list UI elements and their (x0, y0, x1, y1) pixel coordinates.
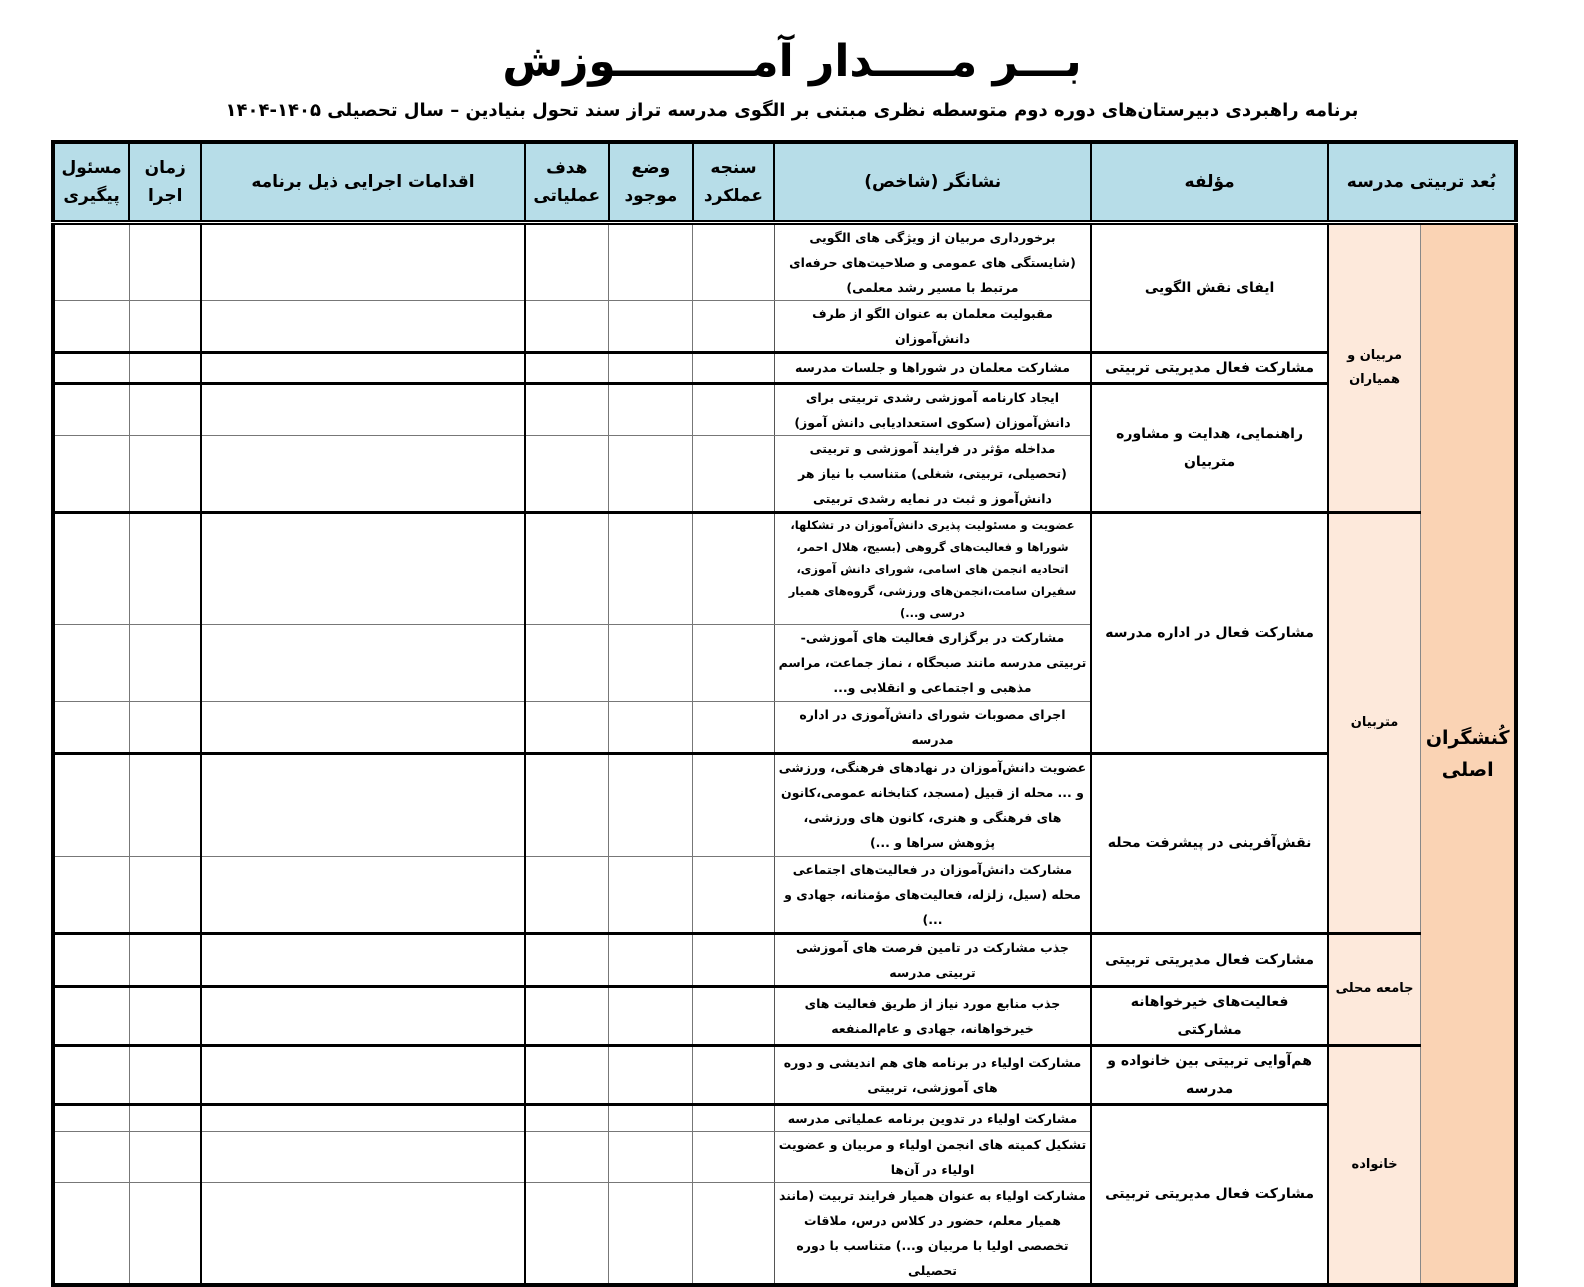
indicator-cell: عضویت و مسئولیت پذیری دانش‌آموزان در تشکلها، شوراها و فعالیت‌های گروهی (بسیج، هلال احمر، اتحادیه انجمن های اسامی، شورای دانش آموزی، سفیران سامت،انجمن‌های ورزشی، گروه‌های همیار درسی و...) (774, 512, 1091, 624)
follow-up-responsible-cell[interactable] (53, 1104, 129, 1131)
actions-cell[interactable] (201, 300, 524, 352)
actions-cell[interactable] (201, 856, 524, 933)
follow-up-responsible-cell[interactable] (53, 1045, 129, 1104)
execution-time-cell[interactable] (129, 1182, 201, 1285)
performance-measure-cell[interactable] (693, 753, 774, 856)
actions-cell[interactable] (201, 753, 524, 856)
operational-goal-cell[interactable] (525, 383, 609, 435)
follow-up-responsible-cell[interactable] (53, 701, 129, 753)
execution-time-cell[interactable] (129, 624, 201, 701)
actor-cell: خانواده (1328, 1045, 1421, 1285)
indicator-cell: مشارکت اولیاء در برنامه های هم اندیشی و دوره های آموزشی، تربیتی (774, 1045, 1091, 1104)
current-status-cell[interactable] (609, 856, 693, 933)
component-cell: مشارکت فعال مدیریتی تربیتی (1091, 1104, 1327, 1285)
actor-cell: متربیان (1328, 512, 1421, 933)
current-status-cell[interactable] (609, 300, 693, 352)
operational-goal-cell[interactable] (525, 856, 609, 933)
indicator-cell: مشارکت در برگزاری فعالیت های آموزشی- تربیتی مدرسه مانند صبحگاه ، نماز جماعت، مراسم مذهبی و اجتماعی و انقلابی و... (774, 624, 1091, 701)
follow-up-responsible-cell[interactable] (53, 352, 129, 383)
performance-measure-cell[interactable] (693, 624, 774, 701)
current-status-cell[interactable] (609, 1131, 693, 1182)
actions-cell[interactable] (201, 1131, 524, 1182)
follow-up-responsible-cell[interactable] (53, 512, 129, 624)
component-cell: مشارکت فعال مدیریتی تربیتی (1091, 352, 1327, 383)
indicator-cell: عضویت دانش‌آموزان در نهادهای فرهنگی، ورزشی و ... محله از قبیل (مسجد، کتابخانه عمومی،کانون های فرهنگی و هنری، کانون های ورزشی، پژوهش سراها و ...) (774, 753, 1091, 856)
operational-goal-cell[interactable] (525, 300, 609, 352)
header-component: مؤلفه (1091, 142, 1327, 222)
follow-up-responsible-cell[interactable] (53, 435, 129, 512)
follow-up-responsible-cell[interactable] (53, 933, 129, 986)
performance-measure-cell[interactable] (693, 856, 774, 933)
table-row (53, 1045, 1516, 1104)
actor-cell: جامعه محلی (1328, 933, 1421, 1045)
current-status-cell[interactable] (609, 435, 693, 512)
execution-time-cell[interactable] (129, 1104, 201, 1131)
component-cell: هم‌آوایی تربیتی بین خانواده و مدرسه (1091, 1045, 1327, 1104)
operational-goal-cell[interactable] (525, 1131, 609, 1182)
table-row (53, 512, 1516, 624)
performance-measure-cell[interactable] (693, 300, 774, 352)
execution-time-cell[interactable] (129, 1131, 201, 1182)
indicator-cell: مداخله مؤثر در فرایند آموزشی و تربیتی (تحصیلی، تربیتی، شغلی) متناسب با نیاز هر دانش‌آموز و ثبت در نمایه رشدی تربیتی (774, 435, 1091, 512)
execution-time-cell[interactable] (129, 1045, 201, 1104)
performance-measure-cell[interactable] (693, 1045, 774, 1104)
execution-time-cell[interactable] (129, 222, 201, 300)
actions-cell[interactable] (201, 1104, 524, 1131)
actions-cell[interactable] (201, 624, 524, 701)
actions-cell[interactable] (201, 222, 524, 300)
follow-up-responsible-cell[interactable] (53, 856, 129, 933)
follow-up-responsible-cell[interactable] (53, 1182, 129, 1285)
table-row (53, 753, 1516, 856)
current-status-cell[interactable] (609, 383, 693, 435)
performance-measure-cell[interactable] (693, 352, 774, 383)
indicator-cell: مشارکت اولیاء به عنوان همیار فرایند تربیت (مانند همیار معلم، حضور در کلاس درس، ملاقات تخصصی اولیا با مربیان و...) متناسب با دوره تحصیلی (774, 1182, 1091, 1285)
follow-up-responsible-cell[interactable] (53, 222, 129, 300)
operational-goal-cell[interactable] (525, 753, 609, 856)
execution-time-cell[interactable] (129, 300, 201, 352)
operational-goal-cell[interactable] (525, 986, 609, 1045)
document-subtitle: برنامه راهبردی دبیرستان‌های دوره دوم متوسطه نظری مبتنی بر الگوی مدرسه تراز سند تحول بنیادین – سال تحصیلی ۱۴۰۵-۱۴۰۴ (225, 100, 1359, 121)
current-status-cell[interactable] (609, 753, 693, 856)
actor-cell: مربیان و همیاران (1328, 222, 1421, 512)
follow-up-responsible-cell[interactable] (53, 753, 129, 856)
follow-up-responsible-cell[interactable] (53, 300, 129, 352)
operational-goal-cell[interactable] (525, 435, 609, 512)
current-status-cell[interactable] (609, 352, 693, 383)
performance-measure-cell[interactable] (693, 222, 774, 300)
table-row (53, 933, 1516, 986)
current-status-cell[interactable] (609, 986, 693, 1045)
actions-cell[interactable] (201, 383, 524, 435)
indicator-cell: مشارکت دانش‌آموزان در فعالیت‌های اجتماعی محله (سیل، زلزله، فعالیت‌های مؤمنانه، جهادی و ...) (774, 856, 1091, 933)
operational-goal-cell[interactable] (525, 701, 609, 753)
indicator-cell: جذب منابع مورد نیاز از طریق فعالیت های خیرخواهانه، جهادی و عام‌المنفعه (774, 986, 1091, 1045)
operational-goal-cell[interactable] (525, 352, 609, 383)
follow-up-responsible-cell[interactable] (53, 624, 129, 701)
table-row (53, 222, 1516, 300)
header-execution-time: زمان اجرا (129, 142, 201, 222)
actions-cell[interactable] (201, 352, 524, 383)
current-status-cell[interactable] (609, 222, 693, 300)
dimension-cell: کُنشگران اصلی (1421, 222, 1516, 1285)
actions-cell[interactable] (201, 435, 524, 512)
performance-measure-cell[interactable] (693, 512, 774, 624)
header-indicator: نشانگر (شاخص) (774, 142, 1091, 222)
component-cell: مشارکت فعال در اداره مدرسه (1091, 512, 1327, 753)
operational-goal-cell[interactable] (525, 933, 609, 986)
current-status-cell[interactable] (609, 701, 693, 753)
actions-cell[interactable] (201, 701, 524, 753)
current-status-cell[interactable] (609, 1104, 693, 1131)
follow-up-responsible-cell[interactable] (53, 1131, 129, 1182)
performance-measure-cell[interactable] (693, 1131, 774, 1182)
table-row (53, 352, 1516, 383)
header-operational-goal: هدف عملیاتی (525, 142, 609, 222)
operational-goal-cell[interactable] (525, 1104, 609, 1131)
component-cell: ایفای نقش الگویی (1091, 222, 1327, 352)
current-status-cell[interactable] (609, 1182, 693, 1285)
operational-goal-cell[interactable] (525, 1182, 609, 1285)
operational-goal-cell[interactable] (525, 624, 609, 701)
indicator-cell: جذب مشارکت در تامین فرصت های آموزشی تربیتی مدرسه (774, 933, 1091, 986)
indicator-cell: مقبولیت معلمان به عنوان الگو از طرف دانش‌آموزان (774, 300, 1091, 352)
execution-time-cell[interactable] (129, 933, 201, 986)
performance-measure-cell[interactable] (693, 933, 774, 986)
header-actions: اقدامات اجرایی ذیل برنامه (201, 142, 524, 222)
component-cell: فعالیت‌های خیرخواهانه مشارکتی (1091, 986, 1327, 1045)
component-cell: مشارکت فعال مدیریتی تربیتی (1091, 933, 1327, 986)
actions-cell[interactable] (201, 512, 524, 624)
table-row (53, 986, 1516, 1045)
performance-measure-cell[interactable] (693, 701, 774, 753)
header-dimension: بُعد تربیتی مدرسه (1328, 142, 1516, 222)
header-current-status: وضع موجود (609, 142, 693, 222)
indicator-cell: اجرای مصوبات شورای دانش‌آموزی در اداره مدرسه (774, 701, 1091, 753)
execution-time-cell[interactable] (129, 701, 201, 753)
execution-time-cell[interactable] (129, 383, 201, 435)
execution-time-cell[interactable] (129, 512, 201, 624)
performance-measure-cell[interactable] (693, 986, 774, 1045)
actions-cell[interactable] (201, 933, 524, 986)
execution-time-cell[interactable] (129, 435, 201, 512)
table-row (53, 1104, 1516, 1131)
performance-measure-cell[interactable] (693, 1182, 774, 1285)
current-status-cell[interactable] (609, 933, 693, 986)
table-row (53, 383, 1516, 435)
component-cell: راهنمایی، هدایت و مشاوره متربیان (1091, 383, 1327, 512)
follow-up-responsible-cell[interactable] (53, 383, 129, 435)
current-status-cell[interactable] (609, 512, 693, 624)
current-status-cell[interactable] (609, 624, 693, 701)
component-cell: نقش‌آفرینی در پیشرفت محله (1091, 753, 1327, 933)
indicator-cell: ایجاد کارنامه آموزشی رشدی تربیتی برای دانش‌آموزان (سکوی استعدادیابی دانش آموز) (774, 383, 1091, 435)
follow-up-responsible-cell[interactable] (53, 986, 129, 1045)
actions-cell[interactable] (201, 986, 524, 1045)
execution-time-cell[interactable] (129, 856, 201, 933)
execution-time-cell[interactable] (129, 753, 201, 856)
document-title: بـــر مـــــدار آمـــــــــوزش (502, 36, 1082, 87)
performance-measure-cell[interactable] (693, 1104, 774, 1131)
header-row (53, 142, 1516, 222)
indicator-cell: برخورداری مربیان از ویژگی های الگویی (شایستگی های عمومی و صلاحیت‌های حرفه‌ای مرتبط با مسیر رشد معلمی) (774, 222, 1091, 300)
header-follow-up-responsible: مسئول پیگیری (53, 142, 129, 222)
strategic-plan-table (51, 140, 1518, 1287)
performance-measure-cell[interactable] (693, 435, 774, 512)
header-performance-measure: سنجه عملکرد (693, 142, 774, 222)
actions-cell[interactable] (201, 1045, 524, 1104)
execution-time-cell[interactable] (129, 986, 201, 1045)
operational-goal-cell[interactable] (525, 512, 609, 624)
indicator-cell: تشکیل کمیته های انجمن اولیاء و مربیان و عضویت اولیاء در آن‌ها (774, 1131, 1091, 1182)
performance-measure-cell[interactable] (693, 383, 774, 435)
current-status-cell[interactable] (609, 1045, 693, 1104)
execution-time-cell[interactable] (129, 352, 201, 383)
indicator-cell: مشارکت معلمان در شوراها و جلسات مدرسه (774, 352, 1091, 383)
operational-goal-cell[interactable] (525, 222, 609, 300)
actions-cell[interactable] (201, 1182, 524, 1285)
operational-goal-cell[interactable] (525, 1045, 609, 1104)
indicator-cell: مشارکت اولیاء در تدوین برنامه عملیاتی مدرسه (774, 1104, 1091, 1131)
